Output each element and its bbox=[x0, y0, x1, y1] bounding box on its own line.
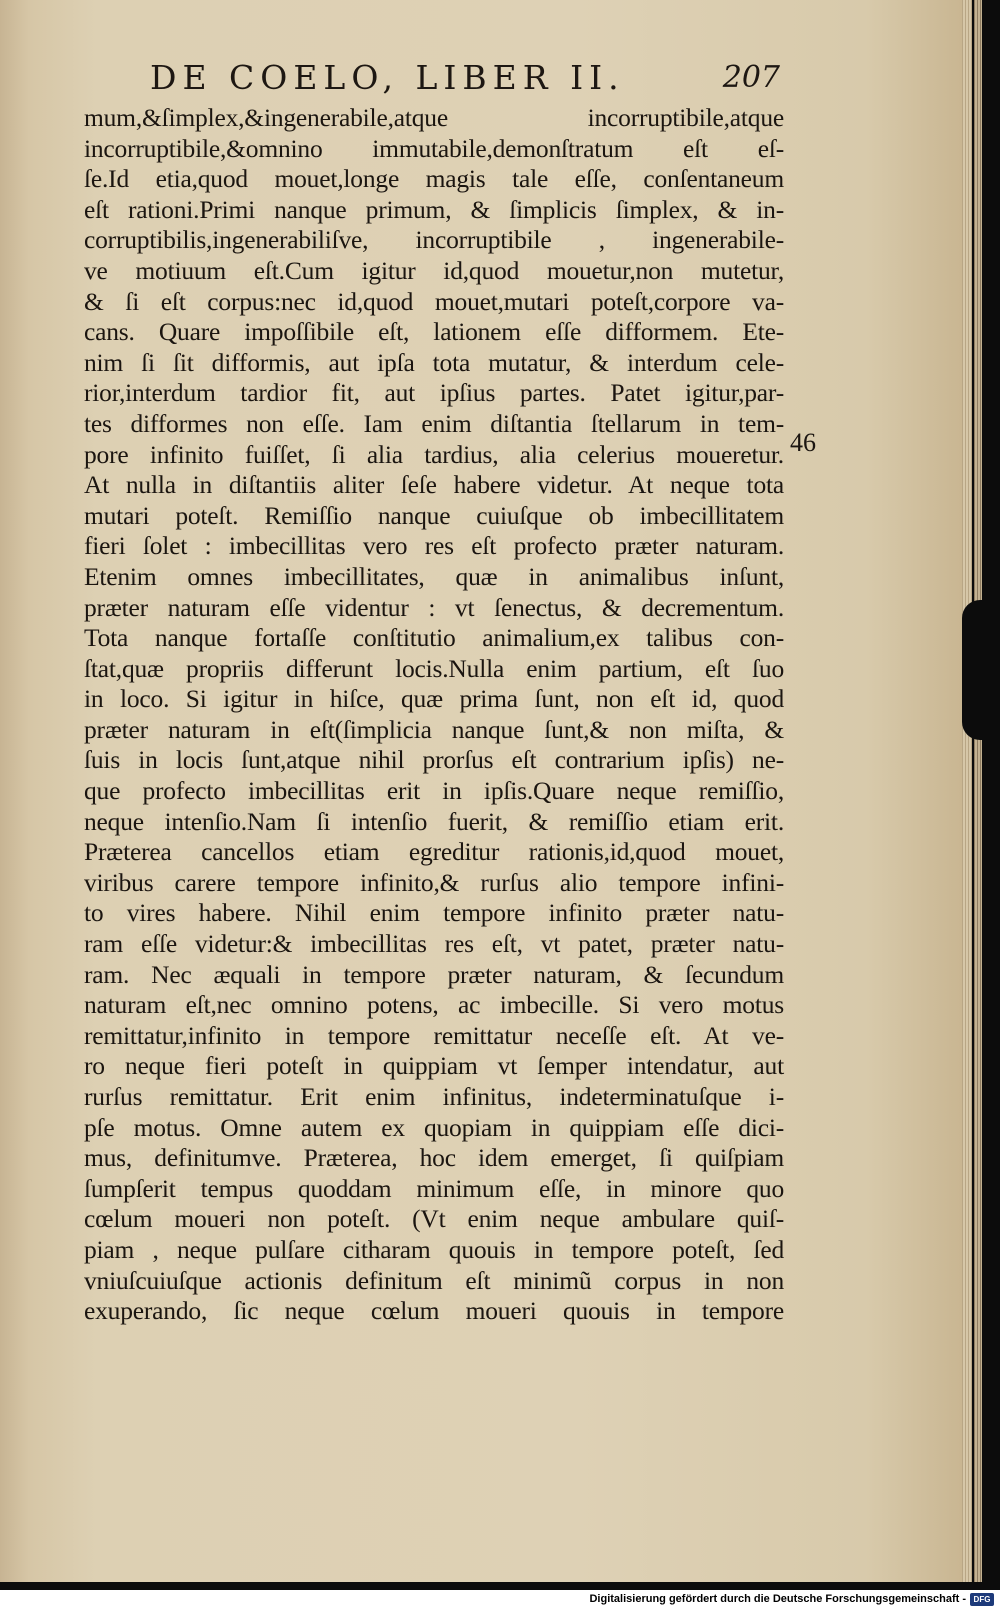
text-line: ſe.Id etia,quod mouet,longe magis tale eſſe, conſentaneum bbox=[84, 164, 784, 194]
text-line: nim ſi ſit difformis, aut ipſa tota mutatur, & interdum cele- bbox=[84, 347, 784, 377]
body-text bbox=[84, 103, 784, 1327]
text-line: corruptibilis,ingenerabiliſve, incorruptibile , ingenerabile- bbox=[84, 225, 784, 255]
text-line: pore infinito fuiſſet, ſi alia tardius, alia celerius moueretur. bbox=[84, 439, 784, 469]
text-line: ſtat,quæ propriis differunt locis.Nulla enim partium, eſt ſuo bbox=[84, 653, 784, 683]
text-line: vniuſcuiuſque actionis definitum eſt minimũ corpus in non bbox=[84, 1265, 784, 1295]
text-line: que profecto imbecillitas erit in ipſis.Quare neque remiſſio, bbox=[84, 776, 784, 806]
text-line: Etenim omnes imbecillitates, quæ in animalibus inſunt, bbox=[84, 561, 784, 591]
text-line: tes difformes non eſſe. Iam enim diſtantia ſtellarum in tem- bbox=[84, 408, 784, 438]
text-line: rior,interdum tardior fit, aut ipſius partes. Patet igitur,par- bbox=[84, 378, 784, 408]
page-header bbox=[150, 52, 780, 102]
book-clamp-shadow bbox=[962, 600, 998, 740]
page-edge-outer bbox=[974, 0, 982, 1582]
text-line: cans. Quare impoſſibile eſt, lationem eſſe difformem. Ete- bbox=[84, 317, 784, 347]
text-line: in loco. Si igitur in hiſce, quæ prima ſunt, non eſt id, quod bbox=[84, 684, 784, 714]
text-line: to vires habere. Nihil enim tempore infinito præter natu- bbox=[84, 898, 784, 928]
text-line: præter naturam eſſe videntur : vt ſenectus, & decrementum. bbox=[84, 592, 784, 622]
text-line: exuperando, ſic neque cœlum moueri quouis in tempore bbox=[84, 1296, 784, 1326]
digitization-credit: Digitalisierung gefördert durch die Deutsche Forschungsgemeinschaft - bbox=[589, 1593, 966, 1605]
text-line: mutari poteſt. Remiſſio nanque cuiuſque ob imbecillitatem bbox=[84, 500, 784, 530]
text-line: pſe motus. Omne autem ex quopiam in quippiam eſſe dici- bbox=[84, 1112, 784, 1142]
text-line: Tota nanque fortaſſe conſtitutio animalium,ex talibus con- bbox=[84, 623, 784, 653]
text-line: cœlum moueri non poteſt. (Vt enim neque ambulare quiſ- bbox=[84, 1204, 784, 1234]
text-line: eſt rationi.Primi nanque primum, & ſimplicis ſimplex, & in- bbox=[84, 194, 784, 224]
text-line: rurſus remittatur. Erit enim infinitus, indeterminatuſque i- bbox=[84, 1082, 784, 1111]
page-number: 207 bbox=[722, 60, 780, 95]
text-line: & ſi eſt corpus:nec id,quod mouet,mutari poteſt,corpore va- bbox=[84, 286, 784, 316]
text-line: ſumpſerit tempus quoddam minimum eſſe, in minore quo bbox=[84, 1173, 784, 1203]
text-line: Præterea cancellos etiam egreditur rationis,id,quod mouet, bbox=[84, 837, 784, 867]
margin-note: 46 bbox=[790, 428, 816, 457]
text-line: neque intenſio.Nam ſi intenſio fuerit, & remiſſio etiam erit. bbox=[84, 806, 784, 836]
text-line: naturam eſt,nec omnino potens, ac imbecille. Si vero motus bbox=[84, 990, 784, 1020]
text-line: ve motiuum eſt.Cum igitur id,quod mouetur,non mutetur, bbox=[84, 255, 784, 285]
text-line: piam , neque pulſare citharam quouis in tempore poteſt, ſed bbox=[84, 1234, 784, 1264]
dfg-logo: DFG bbox=[970, 1593, 994, 1606]
text-line: ro neque fieri poteſt in quippiam vt ſemper intendatur, aut bbox=[84, 1051, 784, 1081]
running-head: DE COELO, LIBER II. bbox=[150, 58, 625, 97]
text-line: mus, definitumve. Præterea, hoc idem emerget, ſi quiſpiam bbox=[84, 1143, 784, 1173]
text-line: mum,&ſimplex,&ingenerabile,atque incorruptibile,atque bbox=[84, 103, 784, 132]
text-line: ram eſſe videtur:& imbecillitas res eſt, vt patet, præter natu- bbox=[84, 929, 784, 959]
text-line: ſuis in locis ſunt,atque nihil prorſus eſt contrarium ipſis) ne- bbox=[84, 745, 784, 775]
text-line: fieri ſolet : imbecillitas vero res eſt profecto præter naturam. bbox=[84, 531, 784, 561]
text-line: At nulla in diſtantiis aliter ſeſe habere videtur. At neque tota bbox=[84, 470, 784, 500]
text-line: viribus carere tempore infinito,& rurſus alio tempore infini- bbox=[84, 867, 784, 897]
text-line: præter naturam in eſt(ſimplicia nanque ſunt,& non miſta, & bbox=[84, 714, 784, 744]
text-line: incorruptibile,&omnino immutabile,demonſtratum eſt eſ- bbox=[84, 133, 784, 163]
page-edge bbox=[962, 0, 972, 1582]
text-line: remittatur,infinito in tempore remittatur neceſſe eſt. At ve- bbox=[84, 1020, 784, 1050]
text-line: ram. Nec æquali in tempore præter naturam, & ſecundum bbox=[84, 959, 784, 989]
